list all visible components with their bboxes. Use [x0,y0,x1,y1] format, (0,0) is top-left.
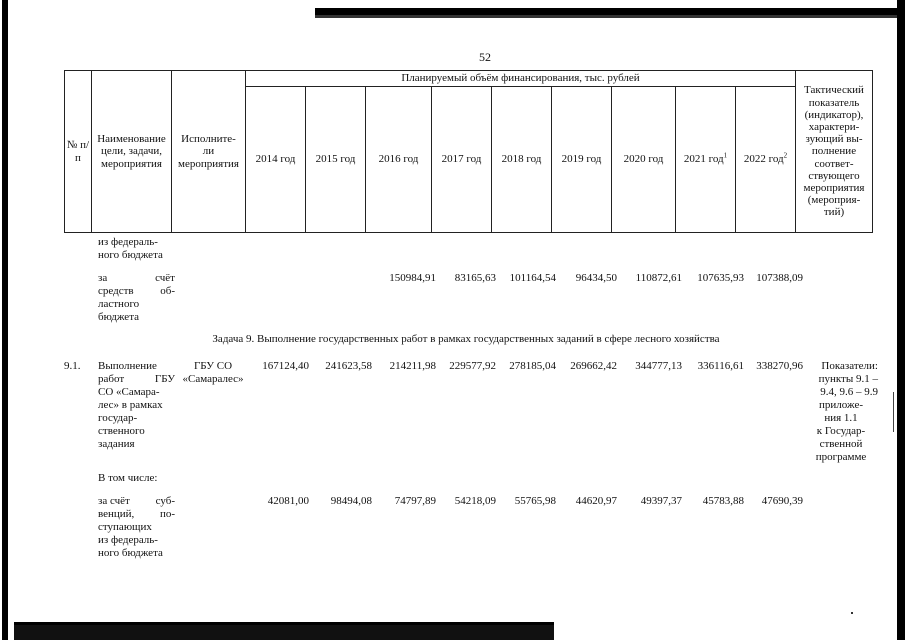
header-num-text: № п/п [66,139,90,164]
header-table [64,70,873,233]
subsidy-value-2015: 98494,08 [330,495,372,507]
subsidy-label-word: суб- [155,495,175,507]
header-year-2021-text: 2021 год [683,153,724,166]
task-9-title: Задача 9. Выполнение государственных работ в рамках государственных заданий в сфере лесного хозяйства [212,333,720,345]
row-9-1-value-2021: 336116,61 [697,360,744,372]
indicator-line: пункты 9.1 – [818,373,878,385]
subsidy-value-2020: 49397,37 [640,495,682,507]
indicator-line: ния 1.1 [824,412,858,424]
header-tactical-line: зующий вы- [805,133,863,146]
subsidy-label-word: по- [159,508,175,520]
header-year-2022-text: 2022 год [743,153,784,166]
subsidy-label-line [98,508,175,521]
subsidy-value-2017: 54218,09 [454,495,496,507]
regional-label [98,272,175,324]
regional-label-line: ластного [98,298,140,310]
row-9-1-name-line: Выполнение [98,360,157,372]
regional-label-line [98,285,175,298]
row-9-1-value-2016: 214211,98 [389,360,436,372]
header-tactical-line: мероприятия [803,182,865,194]
regional-label-line [98,272,175,285]
subsidy-label [98,495,175,560]
regional-value-2018: 101164,54 [509,272,556,284]
scan-left-border [2,0,8,640]
row-9-1-name-line [98,373,175,386]
subsidy-value-2019: 44620,97 [575,495,617,507]
header-tactical-line: ствующего [808,169,860,182]
header-tactical-line: характери- [808,120,860,133]
header-year-2019: 2019 год [552,87,612,233]
row-9-1-executor-line: ГБУ СО [193,360,233,372]
indicator-line: программе [815,451,867,463]
indicator-line: приложе- [819,399,863,411]
subsidy-value-2014: 42081,00 [267,495,309,507]
indicator-line: ственной [819,438,863,450]
row-9-1-indicator [804,360,878,464]
row-9-1-name-word: работ [98,373,125,385]
row-9-1-value-2022: 338270,96 [756,360,803,372]
header-tactical-line: Тактический [804,84,864,97]
row-9-1-name-line: лес» в рамках [98,399,163,411]
regional-value-2022: 107388,09 [756,272,803,284]
row-9-1-value-2020: 344777,13 [635,360,682,372]
header-year-2022 [736,87,796,233]
subsidy-label-line: ного бюджета [98,547,163,559]
header-year-2021 [676,87,736,233]
regional-label-word: счёт [155,272,175,284]
row-9-1-name-line: ственного [98,425,145,437]
header-name [92,71,172,233]
header-executor-line: мероприятия [178,157,239,170]
header-executor-line: Исполните- [181,132,236,145]
row-9-1-value-2015: 241623,58 [325,360,372,372]
regional-value-2020: 110872,61 [635,272,682,284]
row-9-1-name-word: ГБУ [154,373,175,385]
page-number: 52 [479,50,491,64]
row-9-1-value-2018: 278185,04 [509,360,556,372]
subsidy-label-word: за счёт [98,495,130,507]
regional-label-word: за [98,272,108,284]
header-year-2016: 2016 год [366,87,432,233]
scan-right-mark [893,392,894,432]
footnote-mark: 1 [723,151,728,160]
row-9-1-value-2019: 269662,42 [570,360,617,372]
row-9-1-name-line: СО «Самара- [98,386,160,398]
regional-label-word: средств [98,285,134,297]
header-year-2017: 2017 год [432,87,492,233]
scan-speck [851,612,853,614]
row-9-1-name [98,360,175,451]
header-num [65,71,92,233]
header-tactical-line: (индикатор), [804,108,864,121]
scan-top-border-shadow [315,15,905,18]
subsidy-value-2018: 55765,98 [514,495,556,507]
subsidy-value-2016: 74797,89 [394,495,436,507]
header-name-line: Наименование [97,132,166,145]
header-year-2014: 2014 год [246,87,306,233]
header-tactical-line: тий) [823,206,845,219]
row-9-1-name-line: задания [98,438,135,450]
header-tactical-line: соответ- [814,157,854,170]
regional-label-word: об- [160,285,175,297]
subsidy-label-word: венций, [98,508,135,520]
regional-value-2019: 96434,50 [575,272,617,284]
subsidy-label-line [98,495,175,508]
header-tactical-line: полнение [811,145,857,158]
subsidy-label-line: из федераль- [98,534,158,546]
header-executor-line: ли [202,145,215,158]
scan-right-border [897,0,905,640]
row-9-1-executor [174,360,252,386]
footnote-mark: 2 [783,151,788,160]
federal-tail-line: из федераль- [98,236,158,248]
header-tactical-line: показатель [808,96,860,109]
federal-tail-line: ного бюджета [98,249,163,261]
header-name-line: мероприятия [101,157,162,170]
scan-top-border [315,8,905,15]
row-9-1-value-2017: 229577,92 [449,360,496,372]
subsidy-value-2021: 45783,88 [702,495,744,507]
regional-value-2021: 107635,93 [697,272,744,284]
row-number: 9.1. [64,360,81,372]
regional-label-line: бюджета [98,311,140,323]
header-executor [172,71,246,233]
row-9-1-value-2014: 167124,40 [262,360,309,372]
header-tactical-line: (мероприя- [807,194,861,207]
regional-value-2017: 83165,63 [454,272,496,284]
row-9-1-executor-line: «Самаралес» [182,373,244,385]
header-year-2020: 2020 год [612,87,676,233]
subsidy-value-2022: 47690,39 [761,495,803,507]
header-financing: Планируемый объём финансирования, тыс. рублей [246,71,796,87]
header-year-2015: 2015 год [306,87,366,233]
header-name-line: цели, задачи, [100,145,163,158]
regional-value-2016: 150984,91 [389,272,436,284]
including-label: В том числе: [98,472,158,484]
header-year-2018: 2018 год [492,87,552,233]
row-9-1-name-line: государ- [98,412,138,424]
subsidy-label-line: ступающих [98,521,152,533]
header-tactical [796,71,873,233]
indicator-line: Показатели: [821,360,878,372]
scan-bottom-border [14,625,554,640]
indicator-line: 9.4, 9.6 – 9.9 [820,386,878,398]
indicator-line: к Государ- [816,425,866,437]
